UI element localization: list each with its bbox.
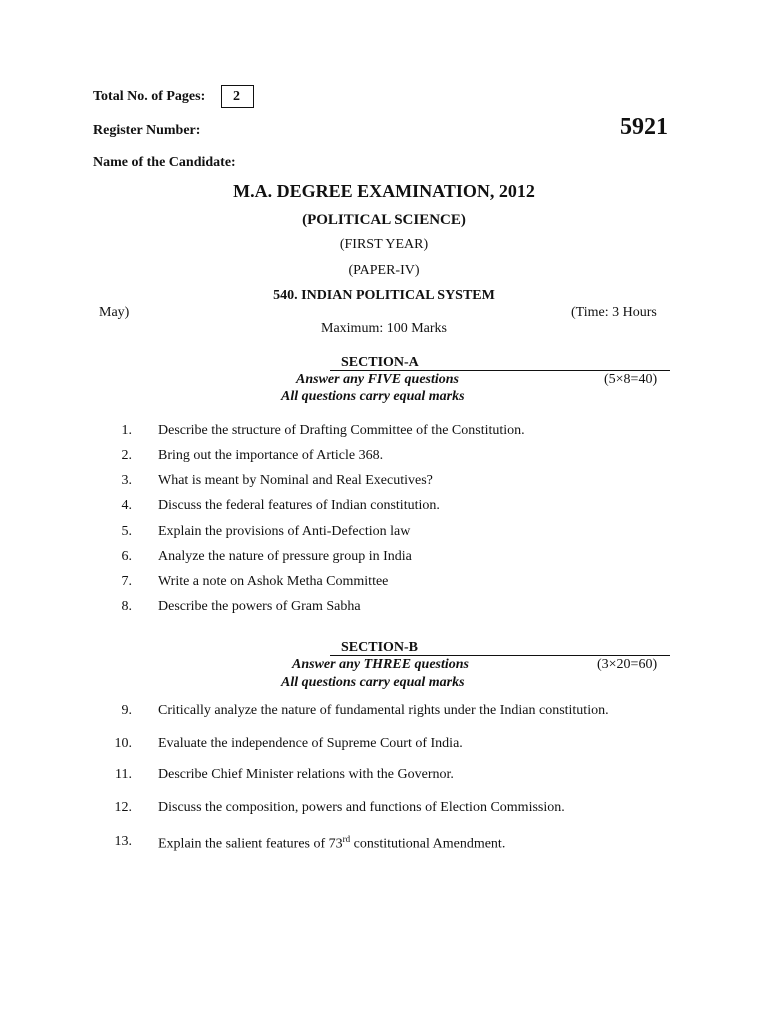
question-number: 3. [121, 473, 132, 488]
question-number: 7. [121, 574, 132, 589]
question-number: 4. [121, 498, 132, 513]
question-number: 11. [115, 767, 132, 782]
question-text: Discuss the federal features of Indian constitution. [158, 498, 440, 513]
section-a-marks: (5×8=40) [604, 372, 658, 387]
exam-time: (Time: 3 Hours [571, 305, 657, 320]
paper-title: (PAPER-IV) [348, 263, 420, 278]
question-text: Write a note on Ashok Metha Committee [158, 574, 389, 589]
candidate-name-label: Name of the Candidate: [93, 155, 236, 170]
section-b-note: All questions carry equal marks [281, 675, 465, 690]
question-number: 1. [121, 423, 132, 438]
exam-month: May) [99, 305, 130, 320]
subject-title: (POLITICAL SCIENCE) [302, 212, 466, 228]
section-a-heading: SECTION-A [330, 355, 670, 371]
total-pages-value: 2 [221, 85, 254, 108]
question-text: Bring out the importance of Article 368. [158, 448, 384, 463]
question-number: 10. [114, 736, 132, 751]
ordinal-suffix: rd [342, 834, 351, 844]
section-a-note: All questions carry equal marks [281, 389, 465, 404]
paper-code: 5921 [620, 114, 668, 140]
register-number-label: Register Number: [93, 123, 201, 138]
year-title: (FIRST YEAR) [339, 237, 429, 252]
max-marks: Maximum: 100 Marks [321, 321, 447, 336]
question-text: Describe the structure of Drafting Committee of the Constitution. [158, 423, 525, 438]
question-number: 13. [114, 834, 132, 849]
question-text-part: constitutional Amendment. [350, 836, 506, 852]
question-number: 6. [121, 549, 132, 564]
section-a-instruction: Answer any FIVE questions [296, 372, 459, 387]
question-text: Evaluate the independence of Supreme Court of India. [158, 736, 463, 751]
question-text: Critically analyze the nature of fundamental rights under the Indian constitution. [158, 703, 609, 718]
question-text: Analyze the nature of pressure group in India [158, 549, 412, 564]
question-text: Discuss the composition, powers and functions of Election Commission. [158, 800, 565, 815]
question-text: What is meant by Nominal and Real Executives? [158, 473, 433, 488]
question-text [158, 834, 505, 853]
question-text: Describe Chief Minister relations with the Governor. [158, 767, 454, 782]
section-b-instruction: Answer any THREE questions [292, 657, 469, 672]
question-text-part: Explain the salient features of 73 [158, 836, 343, 852]
question-number: 8. [121, 599, 132, 614]
question-text: Explain the provisions of Anti-Defection law [158, 524, 411, 539]
course-title: 540. INDIAN POLITICAL SYSTEM [273, 288, 495, 303]
question-number: 5. [121, 524, 132, 539]
question-number: 12. [114, 800, 132, 815]
exam-title: M.A. DEGREE EXAMINATION, 2012 [233, 181, 535, 201]
question-number: 2. [121, 448, 132, 463]
section-b-marks: (3×20=60) [597, 657, 658, 672]
total-pages-label: Total No. of Pages: [93, 89, 206, 104]
question-number: 9. [121, 703, 132, 718]
section-b-heading: SECTION-B [330, 640, 670, 656]
question-text: Describe the powers of Gram Sabha [158, 599, 361, 614]
